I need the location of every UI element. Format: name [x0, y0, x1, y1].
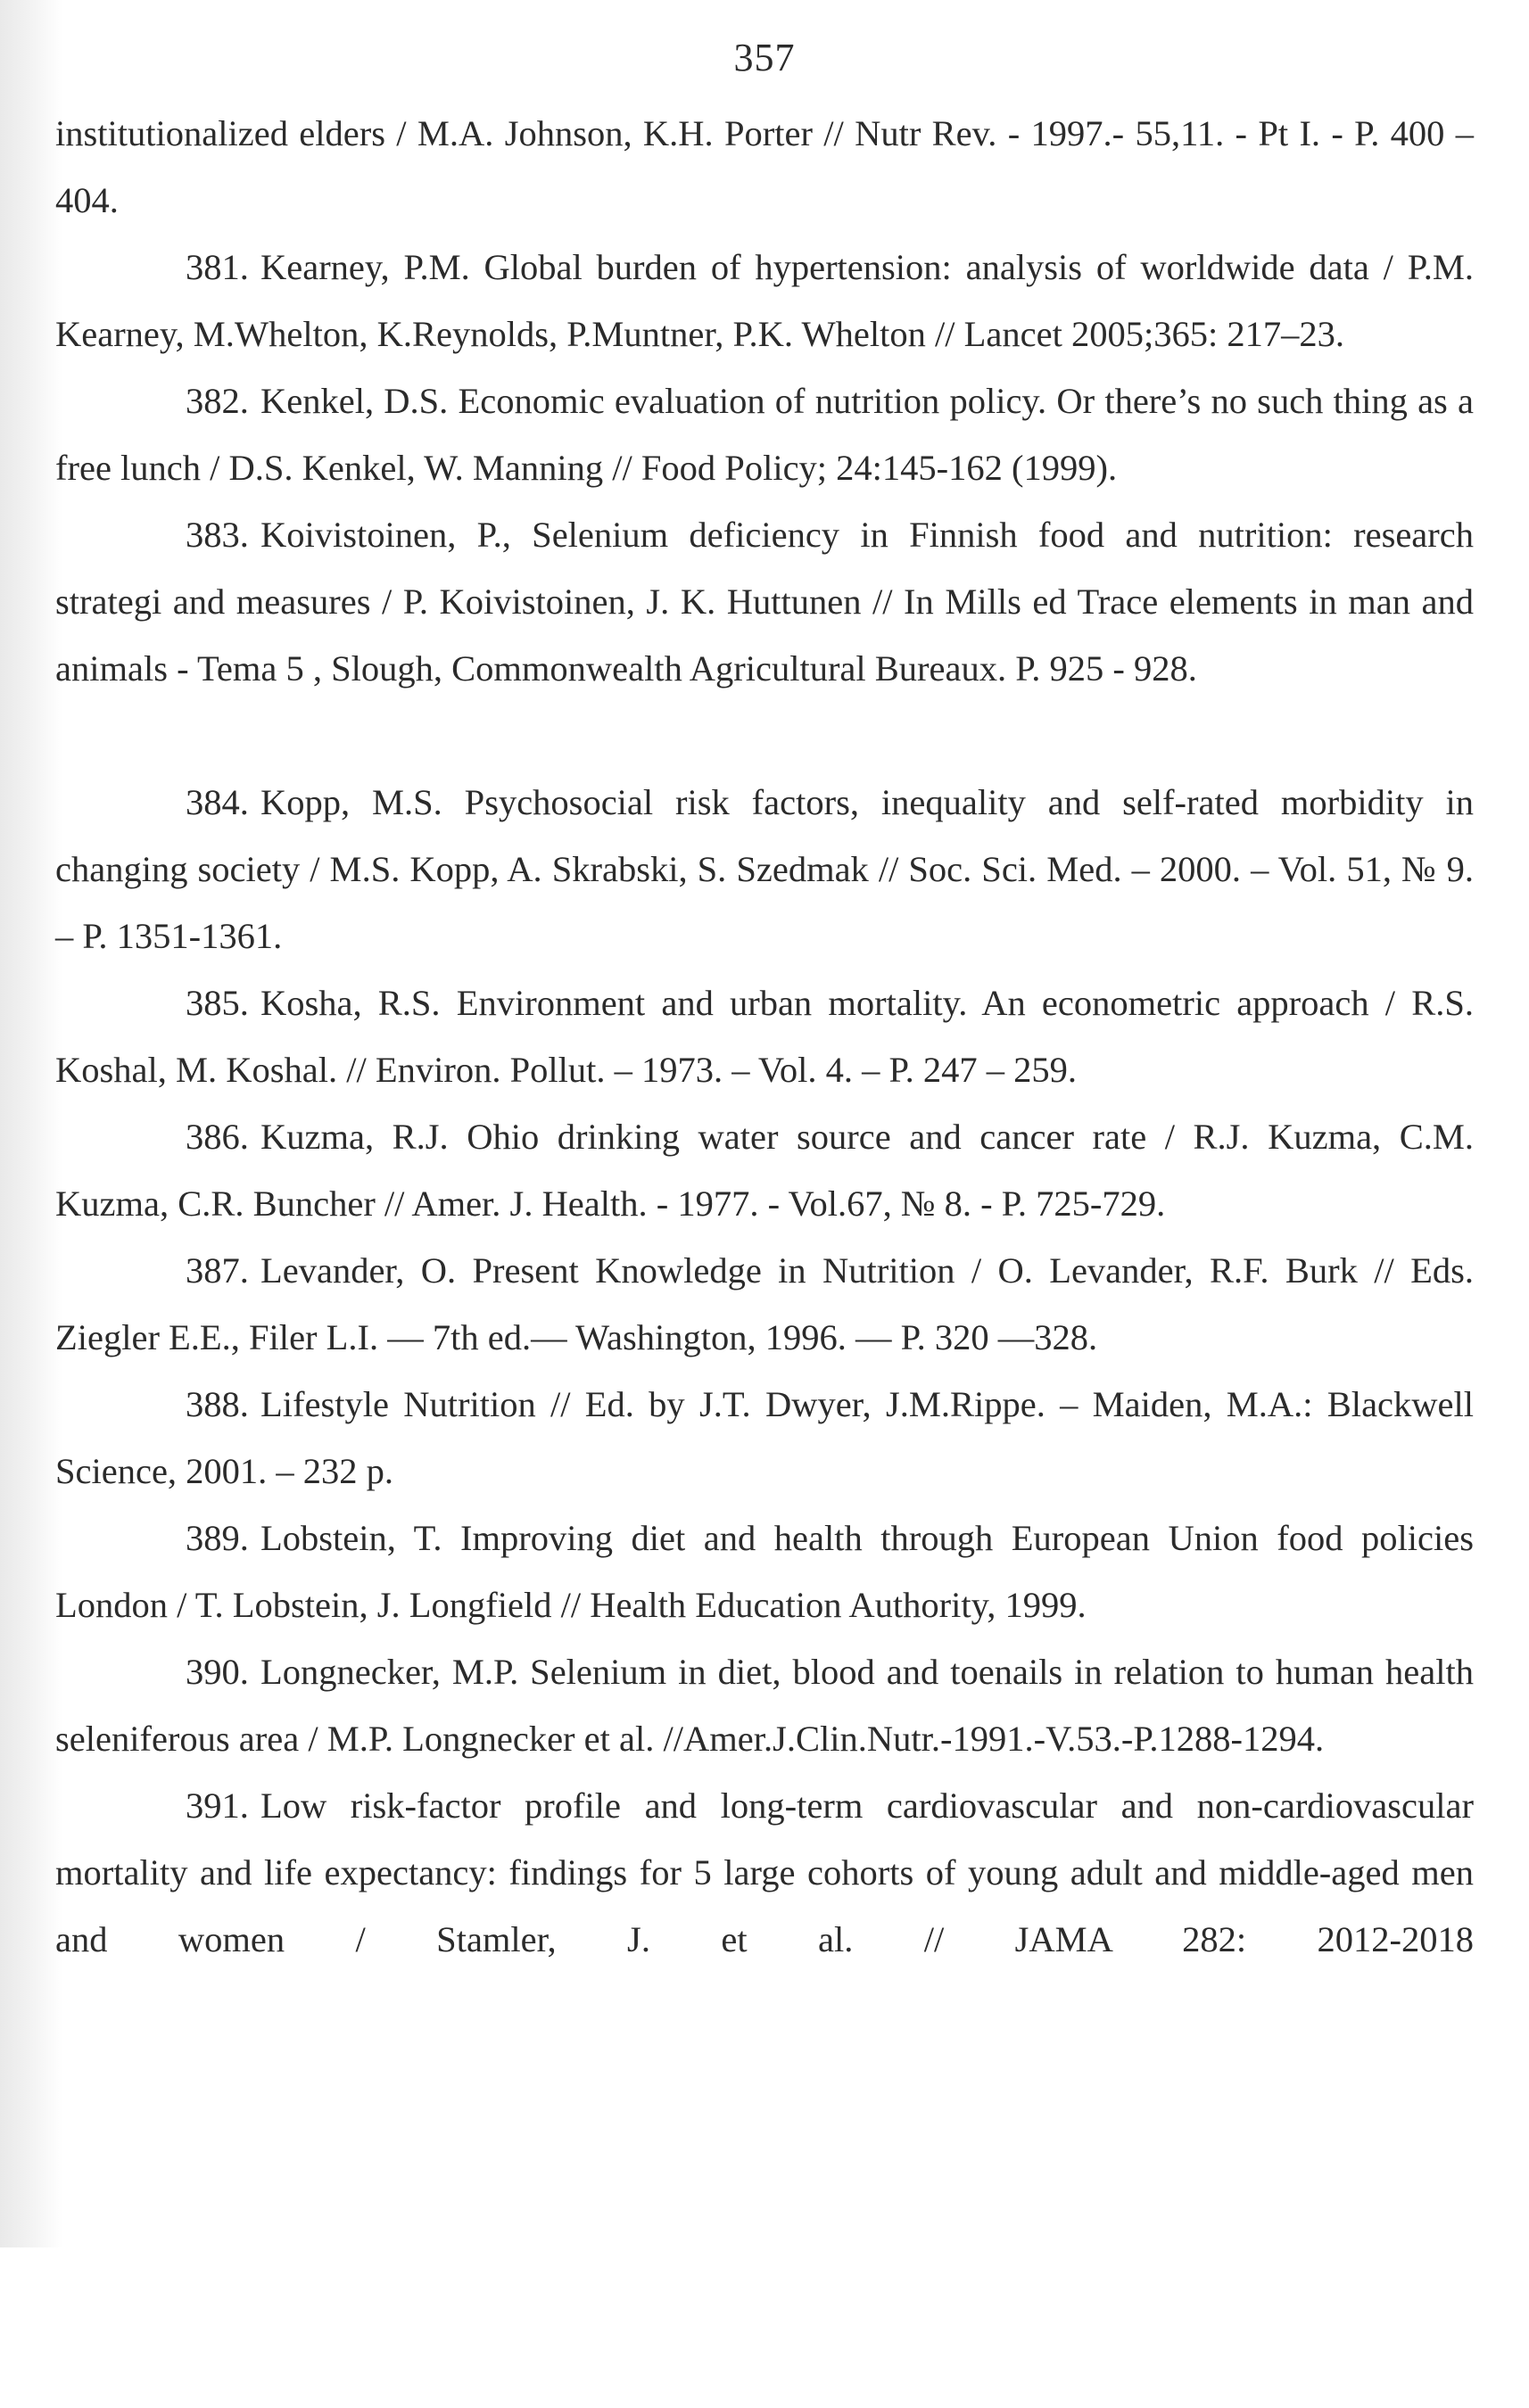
reference-number: 382.	[186, 381, 249, 421]
reference-text: Lobstein, T. Improving diet and health through European Union food policies London / T. Lobstein, J. Longfield // Health Education Authority, 1999.	[55, 1518, 1474, 1625]
reference-item-384	[55, 769, 1474, 969]
reference-item-389	[55, 1505, 1474, 1638]
reference-text: Koivistoinen, P., Selenium deficiency in Finnish food and nutrition: research strategi and measures / P. Koivistoinen, J. K. Huttunen // In Mills ed Trace elements in man and animals - Tema 5 , Slough, Commonwealth Agricultural Bureaux. P. 925 - 928.	[55, 515, 1474, 689]
reference-number: 384.	[186, 782, 249, 822]
reference-text: Low risk-factor profile and long-term cardiovascular and non-cardiovascular mortality and life expectancy: findings for 5 large cohorts of young adult and middle-aged men and women / Stamler, J. et al. // JAMA 282: 2012-2018	[55, 1785, 1474, 1959]
reference-item-386	[55, 1103, 1474, 1237]
reference-item-383	[55, 501, 1474, 702]
page-number: 357	[733, 36, 796, 79]
reference-number: 390.	[186, 1652, 249, 1692]
reference-text: Lifestyle Nutrition // Ed. by J.T. Dwyer, J.M.Rippe. – Maiden, M.A.: Blackwell Science, 2001. – 232 p.	[55, 1384, 1474, 1491]
reference-text: Longnecker, M.P. Selenium in diet, blood and toenails in relation to human health seleniferous area / M.P. Longnecker et al. //Amer.J.Clin.Nutr.-1991.-V.53.-P.1288-1294.	[55, 1652, 1474, 1759]
reference-item-391	[55, 1772, 1474, 1973]
reference-item-382	[55, 367, 1474, 501]
reference-number: 386.	[186, 1117, 249, 1157]
reference-number: 389.	[186, 1518, 249, 1558]
reference-item-388	[55, 1371, 1474, 1505]
reference-list	[55, 100, 1474, 1973]
reference-item-385	[55, 969, 1474, 1103]
reference-text: Kopp, M.S. Psychosocial risk factors, inequality and self-rated morbidity in changing society / M.S. Kopp, A. Skrabski, S. Szedmak // Soc. Sci. Med. – 2000. – Vol. 51, № 9. – P. 1351-1361.	[55, 782, 1474, 956]
reference-number: 388.	[186, 1384, 249, 1424]
reference-number: 385.	[186, 983, 249, 1023]
reference-item-387	[55, 1237, 1474, 1371]
reference-text: Levander, O. Present Knowledge in Nutrition / O. Levander, R.F. Burk // Eds. Ziegler E.E., Filer L.I. — 7th ed.— Washington, 1996. — P. 320 —328.	[55, 1250, 1474, 1357]
reference-number: 381.	[186, 247, 249, 287]
reference-number: 383.	[186, 515, 249, 555]
reference-continuation	[55, 100, 1474, 234]
reference-text: Kenkel, D.S. Economic evaluation of nutrition policy. Or there’s no such thing as a free lunch / D.S. Kenkel, W. Manning // Food Policy; 24:145-162 (1999).	[55, 381, 1474, 488]
reference-text: institutionalized elders / M.A. Johnson, K.H. Porter // Nutr Rev. - 1997.- 55,11. - Pt I. - P. 400 – 404.	[55, 113, 1474, 220]
reference-item-390	[55, 1638, 1474, 1772]
reference-text: Kosha, R.S. Environment and urban mortality. An econometric approach / R.S. Koshal, M. Koshal. // Environ. Pollut. – 1973. – Vol. 4. – P. 247 – 259.	[55, 983, 1474, 1090]
scan-edge-shadow	[0, 0, 62, 2247]
reference-number: 387.	[186, 1250, 249, 1291]
reference-item-381	[55, 234, 1474, 367]
reference-text: Kuzma, R.J. Ohio drinking water source and cancer rate / R.J. Kuzma, C.M. Kuzma, C.R. Buncher // Amer. J. Health. - 1977. - Vol.67, № 8. - P. 725-729.	[55, 1117, 1474, 1224]
reference-text: Kearney, P.M. Global burden of hypertension: analysis of worldwide data / P.M. Kearney, M.Whelton, K.Reynolds, P.Muntner, P.K. Whelton // Lancet 2005;365: 217–23.	[55, 247, 1474, 354]
reference-number: 391.	[186, 1785, 249, 1826]
